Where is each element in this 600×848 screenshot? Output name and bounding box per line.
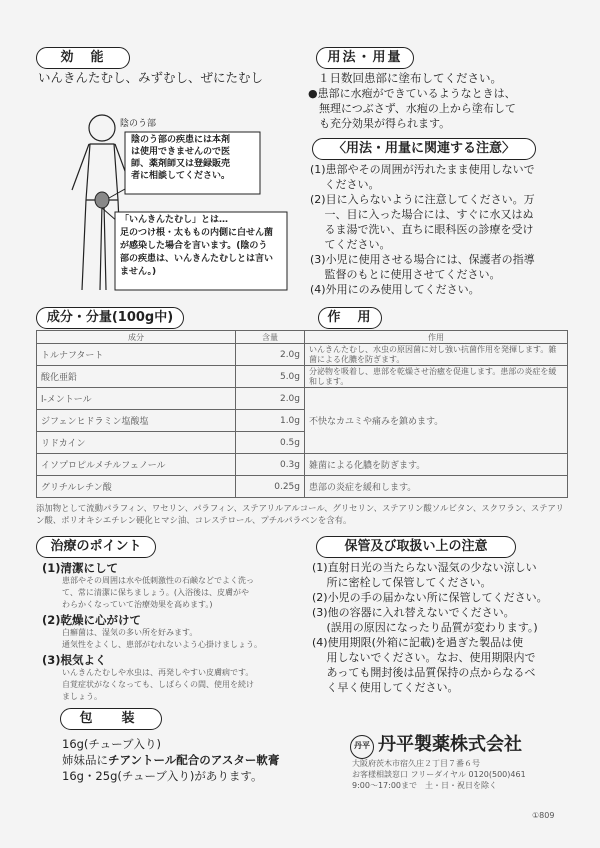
treatment-header: 治療のポイント <box>36 536 156 558</box>
treatment-point-2-line2: 通気性をよくし、患部がむれないよう心掛けましょう。 <box>62 640 262 649</box>
definition-box-line1: 「いんきんたむし」とは… <box>120 215 229 225</box>
treatment-point-1-line1: 患部やその周囲は水や低刺激性の石鹸などでよく洗っ <box>62 576 254 585</box>
treatment-point-2-line1: 白癬菌は、湿気の多い所を好みます。 <box>62 628 198 637</box>
warning-box-line4: 者に相談してください。 <box>131 171 231 181</box>
usage-bullet-1: ●患部に水疱ができているようなときは、 <box>308 87 516 100</box>
ingredients-header: 成分・分量(100g中) <box>36 307 184 329</box>
ingredients-table <box>36 330 568 498</box>
ingredient-action: いんきんたむし、水虫の原因菌に対し強い抗菌作用を発揮します。雑菌による化膿を防ぎます。 <box>305 344 568 366</box>
definition-box-line5: ません。) <box>120 267 157 277</box>
company-logo-text: 丹平 <box>354 741 370 750</box>
table-header-row <box>37 331 568 344</box>
treatment-point-1-line3: わらかくなっていて治療効果を高めます。) <box>62 600 213 609</box>
ingredient-action: 不快なカユミや痛みを鎮めます。 <box>305 388 568 454</box>
usage-header: 用法・用量 <box>316 47 414 69</box>
ingredient-name: トルナフタート <box>37 344 236 366</box>
caution-line-4: 一、目に入った場合には、すぐに水又はぬ <box>310 208 534 221</box>
efficacy-text: いんきんたむし、みずむし、ぜにたむし <box>38 70 264 85</box>
treatment-point-3-line1: いんきんたむしや水虫は、再発しやすい皮膚病です。 <box>62 668 254 677</box>
body-figure-icon <box>62 100 288 300</box>
caution-line-2: ください。 <box>310 178 380 191</box>
warning-box-line3: 師、薬剤師又は登録販売 <box>131 159 231 169</box>
company-address: 大阪府茨木市宿久庄２丁目７番６号 <box>352 759 480 768</box>
storage-line-8: あっても開封後は品質保持の点からなるべ <box>312 666 536 679</box>
ingredient-amount: 0.25g <box>236 476 305 498</box>
ingredient-action: 雑菌による化膿を防ぎます。 <box>305 454 568 476</box>
company-hours: 9:00～17:00まで 土・日・祝日を除く <box>352 781 498 790</box>
company-contact: お客様相談窓口 フリーダイヤル 0120(500)461 <box>352 770 526 779</box>
col-action: 作用 <box>305 331 568 344</box>
ingredient-name: 酸化亜鉛 <box>37 366 236 388</box>
ingredient-amount: 5.0g <box>236 366 305 388</box>
definition-box-line3: が感染した場合を言います。(陰のう <box>120 241 268 251</box>
caution-line-7: (3)小児に使用させる場合には、保護者の指導 <box>310 253 535 266</box>
package-header: 包 装 <box>60 708 162 730</box>
storage-line-3: (2)小児の手の届かない所に保管してください。 <box>312 591 548 604</box>
table-row <box>37 344 568 366</box>
caution-line-9: (4)外用にのみ使用してください。 <box>310 283 480 296</box>
table-row <box>37 454 568 476</box>
efficacy-header: 効 能 <box>36 47 130 69</box>
package-line3: 16g・25g(チューブ入り)があります。 <box>62 769 263 783</box>
treatment-point-2: (2)乾燥に心がけて <box>42 613 142 627</box>
table-row <box>37 388 568 410</box>
ingredient-amount: 2.0g <box>236 344 305 366</box>
package-line1: 16g(チューブ入り) <box>62 737 161 751</box>
company-name: 丹平製薬株式会社 <box>378 734 522 755</box>
treatment-point-3-line3: ましょう。 <box>62 692 102 701</box>
table-row <box>37 366 568 388</box>
usage-line: １日数回患部に塗布してください。 <box>318 71 502 85</box>
storage-line-1: (1)直射日光の当たらない湿気の少ない涼しい <box>312 561 537 574</box>
figure-label: 陰のう部 <box>120 119 157 129</box>
storage-line-9: く早く使用してください。 <box>312 681 459 694</box>
storage-line-2: 所に密栓して保管してください。 <box>312 576 492 589</box>
document-code: ①809 <box>532 811 555 820</box>
storage-header: 保管及び取扱い上の注意 <box>316 536 516 558</box>
ingredient-amount: 2.0g <box>236 388 305 410</box>
caution-line-8: 監督のもとに使用させてください。 <box>310 268 501 281</box>
usage-bullet-3: も充分効果が得られます。 <box>308 117 451 130</box>
ingredient-name: リドカイン <box>37 432 236 454</box>
treatment-point-3-line2: 自覚症状がなくなっても、しばらくの間、使用を続け <box>62 680 254 689</box>
treatment-point-3: (3)根気よく <box>42 653 107 667</box>
warning-box-line1: 陰のう部の疾患には本剤 <box>131 135 231 145</box>
table-row <box>37 476 568 498</box>
caution-line-5: るま湯で洗い、直ちに眼科医の診療を受け <box>310 223 534 236</box>
definition-box-line4: 部の疾患は、いんきんたむしとは言い <box>120 254 274 264</box>
treatment-point-1: (1)清潔にして <box>42 561 119 575</box>
ingredient-action: 患部の炎症を緩和します。 <box>305 476 568 498</box>
definition-box-line2: 足のつけ根・太ももの内側に白せん菌 <box>120 228 274 238</box>
package-line2 <box>62 752 279 768</box>
storage-line-4: (3)他の容器に入れ替えないでください。 <box>312 606 515 619</box>
package-line2-prefix: 姉妹品に <box>62 753 108 767</box>
additives-text: 添加物として流動パラフィン、ワセリン、パラフィン、ステアリルアルコール、グリセリン、ステアリン酸ソルビタン、スクワラン、ステアリン酸、ポリオキシエチレン硬化ヒマシ油、コレステロール、プチルパラベンを含有。 <box>36 503 564 525</box>
ingredient-name: l-メントール <box>37 388 236 410</box>
storage-line-5: (誤用の原因になったり品質が変わります。) <box>312 621 538 634</box>
treatment-point-1-line2: て、常に清潔に保ちましょう。(入浴後は、皮膚がや <box>62 588 249 597</box>
ingredient-name: イソプロピルメチルフェノール <box>37 454 236 476</box>
warning-box-line2: は使用できませんので医 <box>131 147 231 157</box>
ingredient-name: ジフェンヒドラミン塩酸塩 <box>37 410 236 432</box>
col-ingredient: 成分 <box>37 331 236 344</box>
sister-product: チアントール配合のアスター軟膏 <box>108 753 280 767</box>
ingredient-amount: 0.3g <box>236 454 305 476</box>
storage-line-7: 用しないでください。なお、使用期限内で <box>312 651 536 664</box>
ingredient-name: グリチルレチン酸 <box>37 476 236 498</box>
caution-header: 〈用法・用量に関連する注意〉 <box>312 138 536 160</box>
ingredient-amount: 1.0g <box>236 410 305 432</box>
col-amount: 含量 <box>236 331 305 344</box>
ingredient-amount: 0.5g <box>236 432 305 454</box>
storage-line-6: (4)使用期限(外箱に記載)を過ぎた製品は使 <box>312 636 524 649</box>
caution-line-3: (2)目に入らないように注意してください。万 <box>310 193 535 206</box>
caution-line-1: (1)患部やその周囲が汚れたまま使用しないで <box>310 163 535 176</box>
action-header: 作 用 <box>318 307 382 329</box>
ingredient-action: 分泌物を吸着し、患部を乾燥させ治癒を促進します。患部の炎症を緩和します。 <box>305 366 568 388</box>
usage-bullet-2: 無理につぶさず、水疱の上から塗布して <box>308 102 516 115</box>
caution-line-6: てください。 <box>310 238 391 251</box>
